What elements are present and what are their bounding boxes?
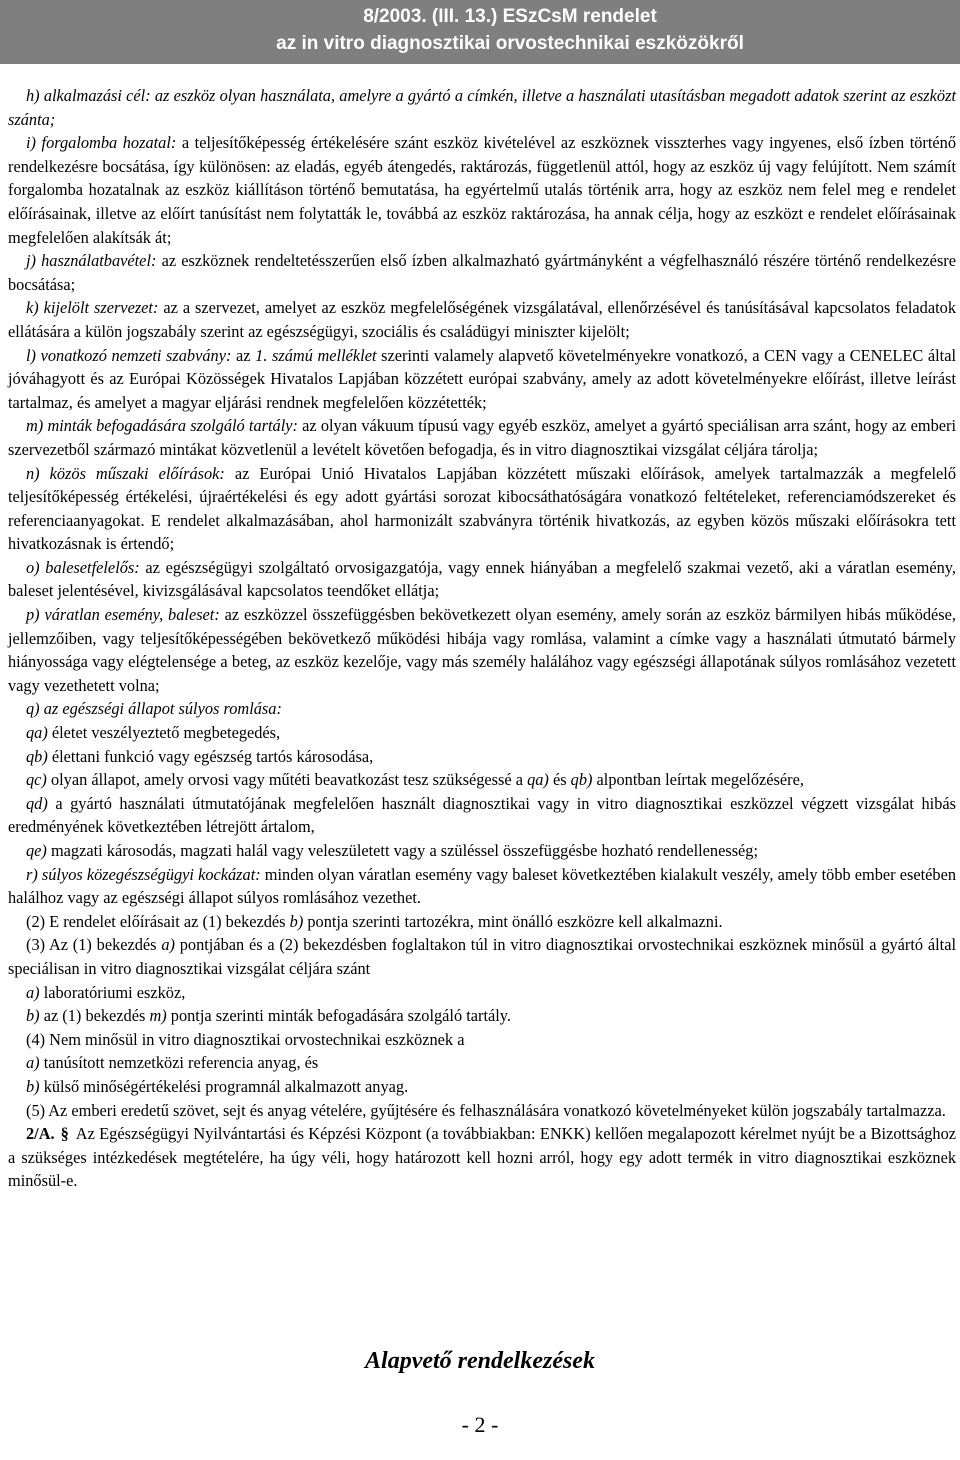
text-run: (3) Az (1) bekezdés bbox=[26, 935, 162, 955]
italic-text: r) súlyos közegészségügyi kockázat: bbox=[26, 864, 261, 884]
italic-text: j) használatbavétel: bbox=[26, 251, 157, 271]
italic-text: qb) bbox=[570, 770, 593, 790]
header-title-line2: az in vitro diagnosztikai orvostechnikai eszközökről bbox=[276, 33, 744, 54]
text-run: laboratóriumi eszköz, bbox=[39, 982, 186, 1002]
italic-text: i) forgalomba hozatal: bbox=[26, 133, 177, 153]
text-run: az Európai Unió Hivatalos Lapjában közzétett műszaki előírások, amelyek tartalmazzák a megfelelő teljesítőképesség értékelési, újraértékelési és egy adott gyártási sorozat kibocsáthatóságára vonatkozó feltételeket, referenciamódszereket és referenciaanyagokat. E rendelet alkalmazásában, ahol harmonizált szabványra történik hivatkozás, az egyben közös műszaki előírásokra tett hivatkozásnak is értendő; bbox=[8, 463, 956, 554]
paragraph bbox=[8, 721, 956, 745]
section-heading: Alapvető rendelkezések bbox=[365, 1348, 595, 1374]
italic-text: qc) bbox=[26, 770, 47, 790]
paragraph bbox=[8, 556, 956, 603]
page-number: - 2 - bbox=[461, 1412, 499, 1437]
text-run: az bbox=[231, 345, 256, 365]
paragraph bbox=[8, 1051, 956, 1075]
italic-text: p) váratlan esemény, baleset: bbox=[26, 605, 220, 625]
paragraph bbox=[8, 768, 956, 792]
paragraph bbox=[8, 933, 956, 980]
paragraph bbox=[8, 462, 956, 556]
italic-text: b) bbox=[26, 1076, 40, 1096]
italic-text: qd) bbox=[26, 793, 48, 813]
text-run: magzati károsodás, magzati halál vagy veleszületett vagy a szüléssel összefüggésbe hozható rendellenesség; bbox=[46, 841, 759, 860]
text-run: alpontban leírtak megelőzésére, bbox=[592, 770, 804, 790]
paragraph bbox=[8, 1075, 956, 1099]
text-run: pontjában és a (2) bekezdésben foglaltakon túl in vitro diagnosztikai orvostechnikai eszköznek minősül a gyártó által speciálisan in vitro diagnosztikai vizsgálat céljára szánt bbox=[8, 935, 956, 978]
text-run: életet veszélyeztető megbetegedés, bbox=[47, 723, 281, 743]
italic-text: az eszköz olyan használata, amelyre a gyártó a címkén, illetve a használati utasításban megadott adatok szerint az eszközt szánta; bbox=[8, 86, 956, 129]
paragraph bbox=[8, 249, 956, 296]
paragraph bbox=[8, 697, 956, 721]
text-run: az eszköznek rendeltetésszerűen első ízben alkalmazható gyártmányként a végfelhasználó részére történő rendelkezésre bocsátása; bbox=[8, 251, 956, 294]
text-run: az a szervezet, amelyet az eszköz megfelelőségének vizsgálatával, ellenőrzésével és tanúsításával kapcsolatos feladatok ellátására a külön jogszabály szerint az egészségügyi, szociális és családügyi miniszter kijelölt; bbox=[8, 298, 956, 341]
text-run: olyan állapot, amely orvosi vagy műtéti beavatkozást tesz szükségessé a bbox=[46, 770, 528, 790]
text-run: élettani funkció vagy egészség tartós károsodása, bbox=[47, 746, 374, 766]
paragraph bbox=[8, 981, 956, 1005]
paragraph bbox=[8, 1099, 956, 1123]
italic-text: n) közös műszaki előírások: bbox=[26, 463, 225, 483]
text-run: Az Egészségügyi Nyilvántartási és Képzési Központ (a továbbiakban: ENKK) kellően megalapozott kérelmet nyújt be a Bizottsághoz a szükséges intézkedések megtételére, ha úgy véli, hogy határozott kell hozni arról, hogy egy adott termék in vitro diagnosztikai eszköznek minősül-e. bbox=[8, 1124, 956, 1191]
paragraph bbox=[8, 1028, 956, 1052]
paragraph bbox=[8, 839, 956, 863]
text-run: pontja szerinti minták befogadására szolgáló tartály. bbox=[166, 1006, 511, 1026]
text-run: (5) Az emberi eredetű szövet, sejt és anyag vételére, gyűjtésére és felhasználására vonatkozó követelményeket külön jogszabály tartalmazza. bbox=[26, 1100, 946, 1120]
italic-text: l) vonatkozó nemzeti szabvány: bbox=[26, 345, 232, 365]
italic-text: qa) bbox=[527, 770, 549, 790]
text-run: (2) E rendelet előírásait az (1) bekezdés bbox=[26, 911, 290, 931]
text-run: minden olyan váratlan esemény vagy baleset következtében kialakult veszély, amely több ember esetében halálhoz vagy az egészségi állapot súlyos romlásához vezethet. bbox=[8, 864, 956, 908]
paragraph bbox=[8, 863, 956, 910]
text-run: az egészségügyi szolgáltató orvosigazgatója, vagy ennek hiányában a megfelelő szakmai vezető, aki a váratlan esemény, baleset jelentésével, kivizsgálásával kapcsolatos teendőket ellátja; bbox=[8, 557, 957, 601]
paragraph bbox=[8, 414, 956, 461]
header-title-line1: 8/2003. (III. 13.) ESzCsM rendelet bbox=[363, 6, 657, 27]
italic-text: o) balesetfelelős: bbox=[26, 557, 140, 577]
italic-text: qa) bbox=[26, 723, 48, 743]
paragraph bbox=[8, 745, 956, 769]
italic-text: b) bbox=[289, 911, 304, 931]
paragraph bbox=[8, 1004, 956, 1028]
paragraph bbox=[8, 131, 956, 249]
paragraph bbox=[8, 344, 956, 415]
italic-text: h) alkalmazási cél: bbox=[26, 86, 151, 105]
text-run: a gyártó használati útmutatójának megfelelően használt diagnosztikai vagy in vitro diagnosztikai eszközzel végzett vizsgálat hibás eredményének következtében létrejött ártalom, bbox=[8, 793, 956, 837]
paragraph bbox=[8, 1122, 956, 1193]
italic-text: a) bbox=[26, 982, 40, 1002]
text-run: szerinti valamely alapvető követelményekre vonatkozó, a CEN vagy a CENELEC által jóváhagyott és az Európai Közösségek Hivatalos Lapjában közzétett európai szabvány, amely az adott követelményekre előírást, illetve leírást tartalmaz, és amelyet a magyar eljárási rendnek megfelelően közzétették; bbox=[8, 345, 957, 412]
text-run: pontja szerinti tartozékra, mint önálló eszközre kell alkalmazni. bbox=[303, 911, 723, 931]
italic-text: m) bbox=[149, 1006, 167, 1026]
text-run: tanúsított nemzetközi referencia anyag, és bbox=[39, 1053, 319, 1073]
italic-text: qb) bbox=[26, 746, 48, 766]
italic-text: q) az egészségi állapot súlyos romlása: bbox=[26, 699, 282, 719]
paragraph bbox=[8, 792, 956, 839]
text-run: a teljesítőképesség értékelésére szánt eszköz kivételével az eszköznek visszterhes vagy ingyenes, első ízben történő rendelkezésre bocsátása, így különösen: az eladás, egyéb átengedés, raktározás, függetlenül attól, hogy az eszköz új vagy felújított. Nem számít forgalomba hozatalnak az eszköz kiállításon történő bemutatása, ha egyértelmű utalás történik arra, hogy az eszköz nem felel meg e rendelet előírásainak, illetve az előírt tanúsítást nem folytatták le, továbbá az eszköz raktározása, ha annak célja, hogy az eszközt e rendelet előírásainak megfelelően alakítsák át; bbox=[8, 133, 956, 247]
text-run: (4) Nem minősül in vitro diagnosztikai orvostechnikai eszköznek a bbox=[26, 1029, 465, 1049]
italic-text: 1. számú melléklet bbox=[255, 345, 377, 365]
document-body bbox=[8, 84, 956, 1193]
paragraph bbox=[8, 603, 956, 697]
italic-text: a) bbox=[161, 935, 175, 955]
text-run: és bbox=[548, 770, 571, 790]
italic-text: k) kijelölt szervezet: bbox=[26, 298, 159, 318]
italic-text: b) bbox=[26, 1006, 40, 1026]
italic-text: qe) bbox=[26, 841, 47, 860]
text-run: külső minőségértékelési programnál alkalmazott anyag. bbox=[39, 1076, 409, 1096]
paragraph bbox=[8, 910, 956, 934]
bold-text: 2/A. bbox=[26, 1124, 55, 1144]
italic-text: m) minták befogadására szolgáló tartály: bbox=[26, 416, 298, 436]
paragraph bbox=[8, 296, 956, 343]
paragraph bbox=[8, 84, 956, 131]
italic-text: a) bbox=[26, 1053, 40, 1073]
page-header bbox=[0, 0, 960, 64]
text-run: az (1) bekezdés bbox=[39, 1006, 150, 1026]
text-run: az olyan vákuum típusú vagy egyéb eszköz, amelyet a gyártó speciálisan arra szánt, hogy az emberi szervezetből származó mintákat közvetlenül a levételt követően befogadja, és in vitro diagnosztikai vizsgálat céljára tárolja; bbox=[8, 416, 956, 459]
section-symbol: § bbox=[60, 1124, 69, 1144]
text-run: az eszközzel összefüggésben bekövetkezett olyan esemény, amely során az eszköz bármilyen hibás működése, jellemzőiben, vagy teljesítőképességében bekövetkező működési hibája vagy romlása, valamint a címke vagy a használati útmutató bármely hiányossága vagy elégtelensége a beteg, az eszköz kezelője, vagy más személy halálához vagy egészségi állapotának súlyos romlásához vezetett vagy vezethetett volna; bbox=[8, 605, 957, 695]
